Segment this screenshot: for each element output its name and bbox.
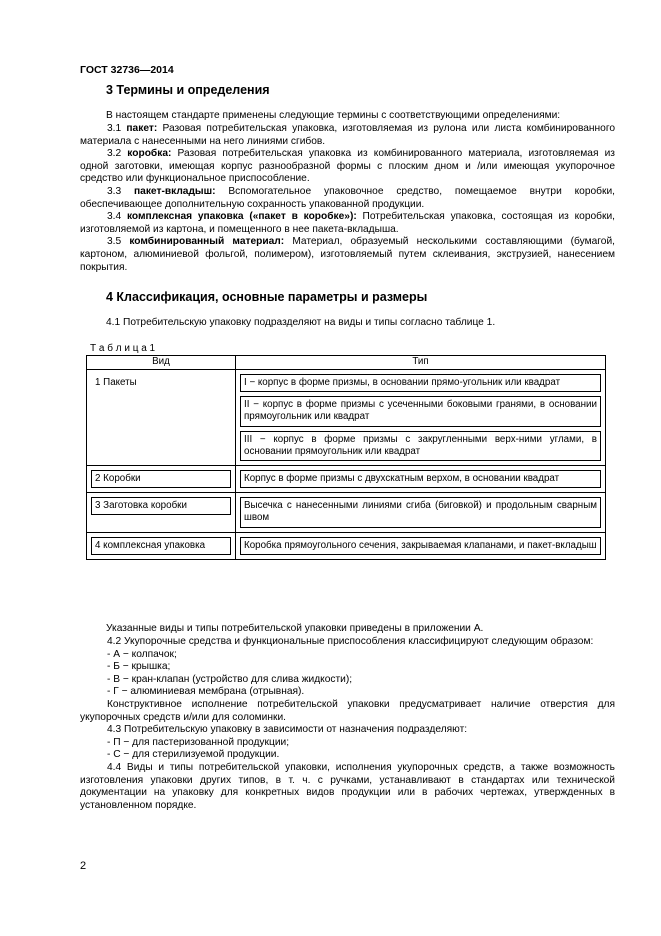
column-header-tip: Тип: [236, 356, 606, 370]
column-header-vid: Вид: [87, 356, 236, 370]
table-note: Указанные виды и типы потребительской упаковки приведены в приложении А.: [106, 623, 484, 634]
paragraph-4-2: 4.2 Укупорочные средства и функциональные приспособления классифицируют следующим образом:: [107, 636, 594, 647]
term-3-1: 3.1 пакет: Разовая потребительская упаковка, изготовляемая из рулона или листа комбинированного материала с нанесенными на него линиями сгибов.: [80, 123, 615, 147]
vid-cell: 2 Коробки: [91, 470, 231, 488]
paragraph-4-3: 4.3 Потребительскую упаковку в зависимости от назначения подразделяют:: [107, 724, 468, 736]
closure-item: - В − кран-клапан (устройство для слива жидкости);: [107, 673, 353, 685]
section-3-title: 3 Термины и определения: [106, 83, 270, 97]
section-4-title: 4 Классификация, основные параметры и размеры: [106, 290, 428, 304]
vid-cell: 4 комплексная упаковка: [91, 537, 231, 555]
vid-cell: 3 Заготовка коробки: [91, 497, 231, 515]
term-name: комплексная упаковка («пакет в коробке»):: [126, 211, 357, 223]
terms-list: [80, 123, 615, 274]
term-3-3: 3.3 пакет-вкладыш: Вспомогательное упаковочное средство, помещаемое внутри коробки, обеспечивающее дополнительную сохранность упакованной продукции.: [80, 185, 615, 210]
tip-cell: Корпус в форме призмы с двухскатным верхом, в основании квадрат: [240, 470, 601, 488]
paragraphs-4-2-4-4: [80, 636, 615, 812]
classification-table: [86, 355, 606, 560]
term-3-2: 3.2 коробка: Разовая потребительская упаковка из комбинированного материала, изготовляемая из одной заготовки, имеющая корпус разнообразной формы с плоским дном и /или имеющая укупорочное средство или функциональное приспособление.: [80, 148, 615, 185]
tip-cell: I − корпус в форме призмы, в основании прямо-угольник или квадрат: [240, 374, 601, 392]
tip-cell: Коробка прямоугольного сечения, закрываемая клапанами, и пакет-вкладыш: [240, 537, 601, 555]
section-3-intro: В настоящем стандарте применены следующие термины с соответствующими определениями:: [106, 110, 561, 121]
tip-cell: II − корпус в форме призмы с усеченными боковыми гранями, в основании прямоугольник или квадрат: [240, 396, 601, 426]
term-3-5: 3.5 комбинированный материал: Материал, образуемый несколькими составляющими (бумагой, картоном, алюминиевой фольгой, полимером), изготовляемый путем склеивания, экструзией, нанесением покрытия.: [80, 236, 615, 273]
term-name: пакет-вкладыш:: [134, 185, 216, 197]
term-name: коробка:: [127, 148, 172, 160]
table-row: [87, 532, 606, 559]
purpose-item: - П − для пастеризованной продукции;: [107, 736, 290, 748]
table-row: [87, 493, 606, 532]
table-row: [87, 466, 606, 493]
term-name: комбинированный материал:: [129, 236, 285, 248]
document-header: ГОСТ 32736—2014: [80, 64, 174, 76]
term-name: пакет:: [126, 123, 158, 134]
term-3-4: 3.4 комплексная упаковка («пакет в коробке»): Потребительская упаковка, состоящая из коробки, изготовляемой из картона, и помещенного в нее пакета-вкладыша.: [80, 211, 615, 235]
closure-item: - А − колпачок;: [107, 648, 177, 660]
closure-item: - Г − алюминиевая мембрана (отрывная).: [107, 686, 305, 698]
paragraph-4-1: 4.1 Потребительскую упаковку подразделяют на виды и типы согласно таблице 1.: [106, 317, 496, 328]
paragraph-4-4: 4.4 Виды и типы потребительской упаковки, исполнения укупорочных средств, а также возможность изготовления упаковки других типов, в т. ч. с ручками, устанавливают в стандартах или технической документации на упаковку для конкретных видов продукции или в рабочих чертежах, утвержденных в установленном порядке.: [80, 761, 615, 811]
table-caption: Т а б л и ц а 1: [90, 343, 156, 354]
vid-cell: 1 Пакеты: [95, 377, 137, 388]
purpose-item: - С − для стерилизуемой продукции.: [107, 749, 280, 761]
tip-cell: III − корпус в форме призмы с закругленными верх-ними углами, в основании прямоугольник или квадрат: [240, 431, 601, 461]
table-row: [87, 370, 606, 466]
closure-item: - Б − крышка;: [107, 661, 171, 673]
tip-cell: Высечка с нанесенными линиями сгиба (биговкой) и продольным сварным швом: [240, 497, 601, 527]
constructive-paragraph: Конструктивное исполнение потребительской упаковки предусматривает наличие отверстия для укупорочных средств и/или для соломинки.: [80, 698, 615, 723]
page-number: 2: [80, 860, 87, 872]
